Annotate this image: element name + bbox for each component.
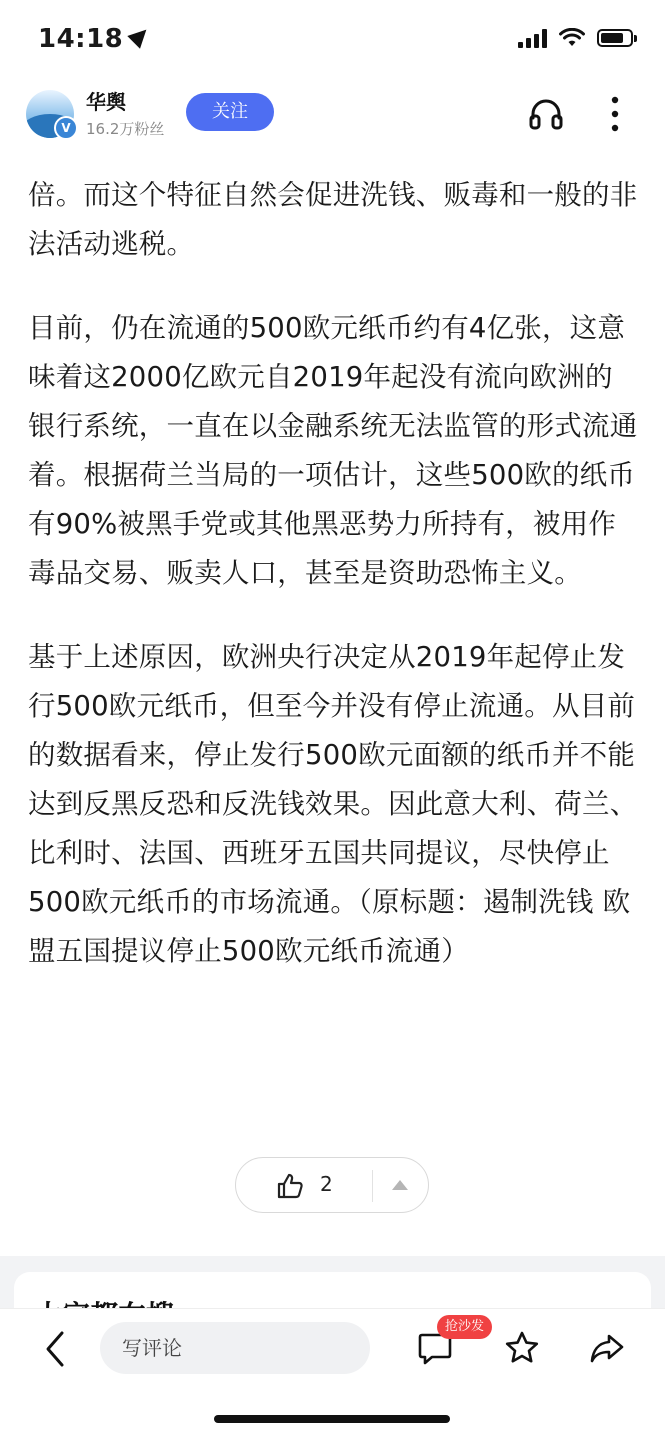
status-bar bbox=[0, 0, 665, 80]
status-time-text: 14:18 bbox=[38, 24, 124, 54]
article-header bbox=[0, 80, 665, 150]
cellular-signal-icon bbox=[518, 28, 547, 48]
thumbs-up-icon[interactable] bbox=[276, 1172, 304, 1200]
status-time bbox=[38, 24, 149, 54]
share-arrow-icon[interactable] bbox=[588, 1329, 626, 1367]
like-widget bbox=[235, 1157, 429, 1213]
verified-badge-icon: V bbox=[54, 116, 78, 140]
article-paragraph: 基于上述原因，欧洲央行决定从2019年起停止发行500欧元纸币，但至今并没有停止流通。从目前的数据看来，停止发行500欧元面额的纸币并不能达到反黑反恐和反洗钱效果。因此意大利、荷兰、比利时、法国、西班牙五国共同提议，尽快停止500欧元纸币的市场流通。（原标题：遏制洗钱 欧盟五国提议停止500欧元纸币流通） bbox=[28, 641, 638, 967]
article-paragraph: 倍。而这个特征自然会促进洗钱、贩毒和一般的非法活动逃税。 bbox=[28, 179, 638, 260]
author-name[interactable]: 华舆 bbox=[86, 90, 126, 114]
more-vertical-icon[interactable] bbox=[605, 94, 625, 134]
follow-button[interactable]: 关注 bbox=[186, 93, 274, 131]
wifi-icon bbox=[559, 28, 585, 48]
chevron-left-icon[interactable] bbox=[40, 1329, 70, 1369]
bottom-action-bar bbox=[0, 1308, 665, 1441]
article-paragraph: 目前，仍在流通的500欧元纸币约有4亿张，这意味着这2000亿欧元自2019年起没有流向欧洲的银行系统，一直在以金融系统无法监管的形式流通着。根据荷兰当局的一项估计，这些500欧的纸币有90%被黑手党或其他黑恶势力所持有，被用作毒品交易、贩卖人口，甚至是资助恐怖主义。 bbox=[28, 312, 638, 589]
article-body bbox=[28, 130, 640, 1011]
home-indicator[interactable] bbox=[214, 1415, 450, 1423]
status-icons bbox=[518, 28, 633, 48]
location-arrow-icon bbox=[128, 23, 153, 48]
battery-icon bbox=[597, 29, 633, 47]
triangle-up-icon[interactable] bbox=[392, 1180, 408, 1190]
star-icon[interactable] bbox=[503, 1329, 541, 1367]
headphone-icon[interactable] bbox=[528, 96, 564, 132]
like-count: 2 bbox=[320, 1172, 333, 1196]
comment-input[interactable]: 写评论 bbox=[100, 1322, 370, 1374]
like-divider bbox=[372, 1170, 373, 1202]
sofa-badge: 抢沙发 bbox=[437, 1315, 492, 1339]
author-fans: 16.2万粉丝 bbox=[86, 120, 165, 138]
